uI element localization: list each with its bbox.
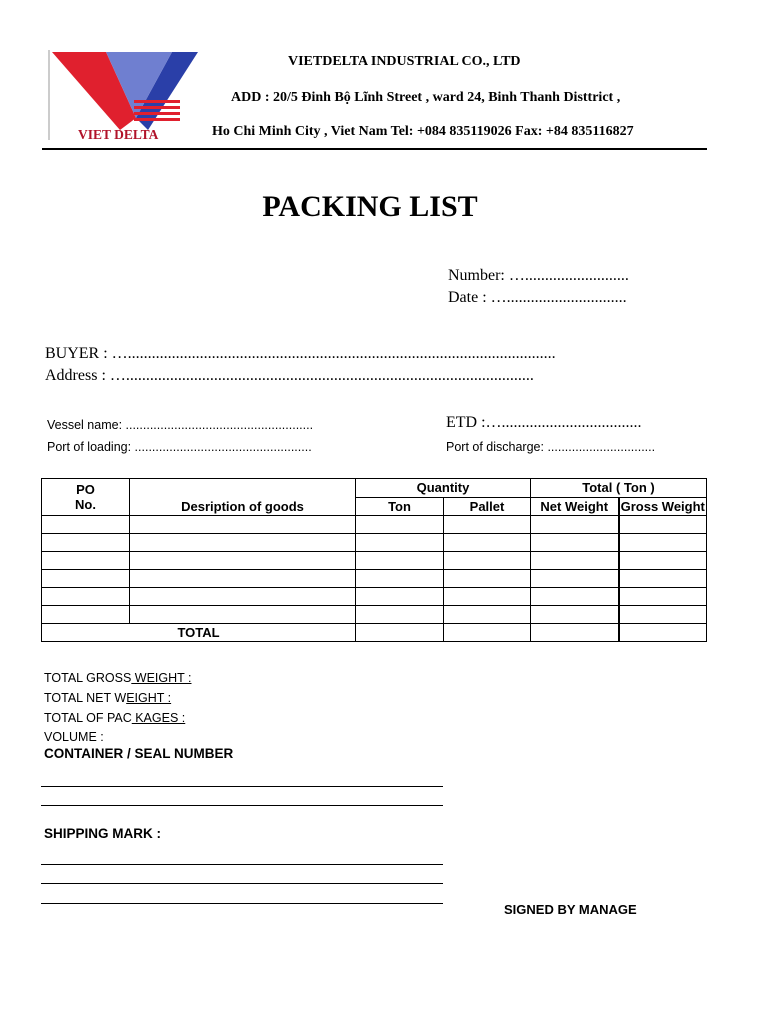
pallet-cell (444, 534, 531, 552)
gross-weight-cell (619, 606, 707, 624)
pallet-cell (444, 552, 531, 570)
signed-by-manager-label: SIGNED BY MANAGE (504, 902, 637, 917)
po-header (42, 479, 130, 516)
shipping-mark-line-3 (41, 903, 443, 904)
net-weight-cell (531, 516, 619, 534)
table-row (42, 606, 707, 624)
pallet-cell (444, 606, 531, 624)
logo-text: VIET DELTA (78, 127, 159, 142)
pallet-cell (444, 588, 531, 606)
total-packages-label: TOTAL OF PAC KAGES : (44, 711, 186, 725)
table-row (42, 570, 707, 588)
container-seal-label: CONTAINER / SEAL NUMBER (44, 746, 234, 761)
ton-cell (356, 534, 444, 552)
address-field: Address : …...................................................................................................... (45, 367, 534, 384)
ton-cell (356, 606, 444, 624)
vessel-name-field: Vessel name: ...................................................... (47, 418, 314, 432)
total-net-weight-cell (531, 624, 619, 642)
port-of-discharge-field: Port of discharge: ............................... (446, 440, 656, 454)
table-row (42, 552, 707, 570)
gross-weight-cell (619, 588, 707, 606)
net-weight-cell (531, 588, 619, 606)
ton-cell (356, 552, 444, 570)
table-row (42, 516, 707, 534)
company-address-line2: Ho Chi Minh City , Viet Nam Tel: +084 835119026 Fax: +84 835116827 (212, 124, 634, 139)
goods-rows (42, 516, 707, 624)
net-weight-header: Net Weight (531, 497, 619, 516)
container-line-1 (41, 786, 443, 787)
company-logo (48, 48, 200, 142)
shipping-mark-label: SHIPPING MARK : (44, 826, 162, 841)
po-cell (42, 570, 130, 588)
total-net-weight-label: TOTAL NET WEIGHT : (44, 691, 172, 705)
description-cell (130, 516, 356, 534)
description-cell (130, 570, 356, 588)
volume-label: VOLUME : (44, 730, 104, 744)
pallet-cell (444, 516, 531, 534)
po-cell (42, 534, 130, 552)
description-header: Desription of goods (130, 479, 356, 516)
description-cell (130, 588, 356, 606)
gross-weight-cell (619, 534, 707, 552)
gross-weight-cell (619, 570, 707, 588)
total-ton-cell (356, 624, 444, 642)
po-header-line2: No. (75, 497, 96, 512)
buyer-field: BUYER : …........................................................................................................... (45, 345, 556, 362)
quantity-header: Quantity (356, 479, 531, 498)
ton-cell (356, 570, 444, 588)
ton-cell (356, 516, 444, 534)
gross-weight-cell (619, 516, 707, 534)
net-weight-cell (531, 570, 619, 588)
pallet-cell (444, 570, 531, 588)
goods-table (41, 478, 707, 642)
net-weight-cell (531, 552, 619, 570)
document-title: PACKING LIST (262, 190, 478, 223)
po-header-line1: PO (76, 482, 95, 497)
shipping-mark-line-1 (41, 864, 443, 865)
table-total-label: TOTAL (42, 624, 356, 642)
net-weight-cell (531, 606, 619, 624)
total-gross-weight-label: TOTAL GROSS WEIGHT : (44, 671, 192, 685)
total-gross-weight-cell (619, 624, 707, 642)
shipping-mark-line-2 (41, 883, 443, 884)
header-divider (42, 148, 707, 150)
description-cell (130, 534, 356, 552)
ton-header: Ton (356, 497, 444, 516)
po-cell (42, 606, 130, 624)
description-cell (130, 552, 356, 570)
container-line-2 (41, 805, 443, 806)
etd-field: ETD :…................................... (446, 414, 642, 431)
gross-weight-header: Gross Weight (619, 497, 707, 516)
total-ton-header: Total ( Ton ) (531, 479, 707, 498)
po-cell (42, 516, 130, 534)
gross-weight-cell (619, 552, 707, 570)
port-of-loading-field: Port of loading: ................................................... (47, 440, 312, 454)
number-field: Number: ….......................... (448, 267, 629, 284)
description-cell (130, 606, 356, 624)
company-name: VIETDELTA INDUSTRIAL CO., LTD (288, 54, 521, 69)
total-pallet-cell (444, 624, 531, 642)
ton-cell (356, 588, 444, 606)
date-field: Date : ….............................. (448, 289, 627, 306)
table-row (42, 588, 707, 606)
po-cell (42, 588, 130, 606)
table-header-row-1 (42, 479, 707, 498)
table-total-row (42, 624, 707, 642)
company-address-line1: ADD : 20/5 Đinh Bộ Lĩnh Street , ward 24, Binh Thanh Disttrict , (231, 90, 621, 105)
table-row (42, 534, 707, 552)
net-weight-cell (531, 534, 619, 552)
pallet-header: Pallet (444, 497, 531, 516)
po-cell (42, 552, 130, 570)
